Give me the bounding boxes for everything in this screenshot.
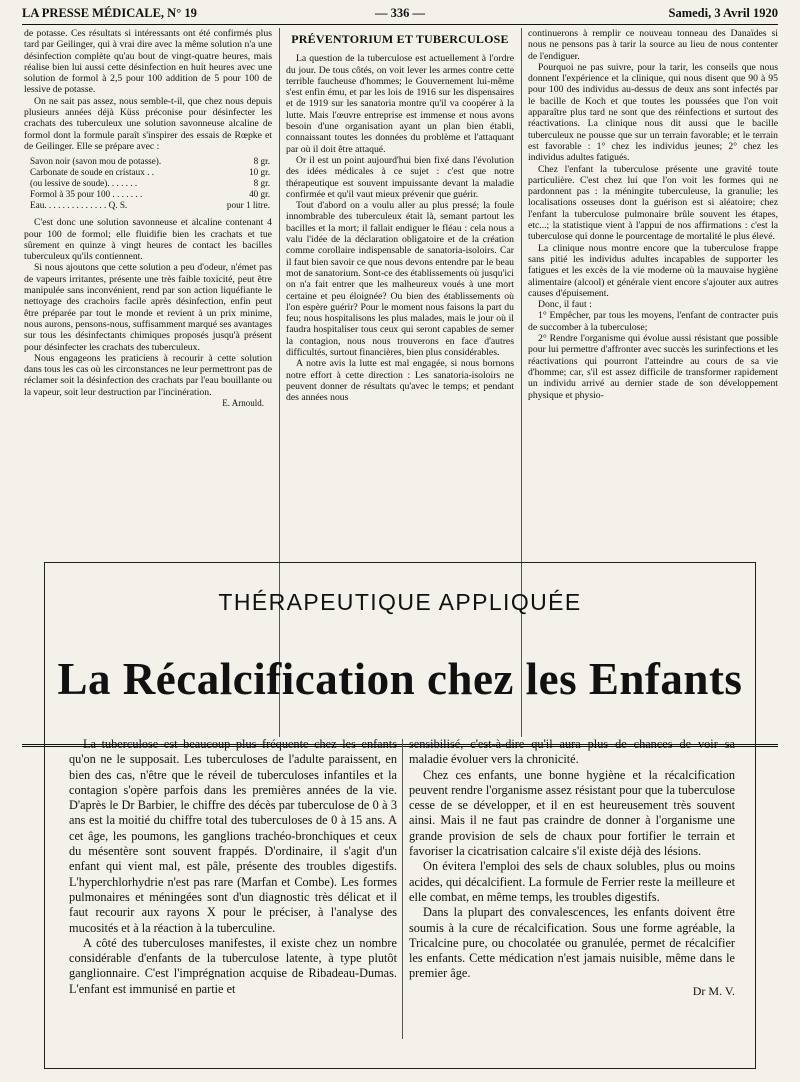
author-signature: E. Arnould. [222,398,264,409]
issue-date: Samedi, 3 Avril 1920 [668,6,778,20]
col1-paragraph-5: Nous engageons les praticiens à recourir à cette solution dans tous les cas où les circonstances ne leur permettront pas de réclamer soit la désinfection des crachats par l'eau bouillante ou la vapeur, soit leur destruction par l'incinération. [24,352,272,398]
col3-paragraph-3: Chez l'enfant la tuberculose présente une gravité toute particulière. C'est chez lui que l'on voit les formes qui ne pardonnent pas : la méningite tuberculeuse, la granulie; les localisations osseuses dont la guérison est si aléatoire; chez l'enfant la tuberculose pulmonaire brûle souvent les étapes, etc...; la statistique vient à l'appui de nos affirmations : c'est la tuberculose qui donne le pourcentage de mortalité le plus élevé. [528,163,778,243]
section-kicker: THÉRAPEUTIQUE APPLIQUÉE [218,589,582,615]
formula-row: Formol à 35 pour 100 . . . . . . . 40 gr. [30,189,270,200]
col2-paragraph-3: Tout d'abord on a voulu aller au plus pressé; la foule innombrable des tuberculeux était là, semant partout les bacilles et la mort; il fallait endiguer le fléau : cela nous a valu l'idée de la déclaration obligatoire et de la création comme corollaire indispensable de sanatoria-isoloirs. Car il faut bien savoir ce que nous devons entendre par le beau mot de sanatorium. Sont-ce des établissements où jusqu'ici on n'a fait entrer que les malheureux voués à une mort certaine et peu éloignée? Ou bien des établissements où l'on espère guérir? Pour le moment nous faisons la part du feu; nous hospitalisons les plus malades, mais le jour où il faudra hospitaliser tous ceux qui seront capables de semer la contagion, nous nous trouverons en face d'autres difficultés, surtout financières, bien plus considérables. [286,200,514,359]
col3-paragraph-1: continuerons à remplir ce nouveau tonneau des Danaïdes si nous ne pensons pas à tarir la source au lieu de nous contenter de l'endiguer. [528,28,778,62]
col3-paragraph-4: La clinique nous montre encore que la tuberculose frappe sans pitié les individus adultes incapables de supporter les fatigues et les excès de la vie moderne où la mauvaise hygiène alimentaire (alcool) et générale vient encore s'ajouter aux autres causes d'épuisement. [528,242,778,299]
advert-column-divider [402,739,403,1039]
advert-signature: Dr M. V. [692,983,735,998]
advert-paragraph: A côté des tuberculoses manifestes, il existe chez un nombre considérable d'enfants de la tuberculose latente, à type plutôt ganglionnaire. C'est l'imprégnation acquise de Ribadeau-Dumas. L'enfant est immunisé en partie et [69,935,397,996]
advert-paragraph: Chez ces enfants, une bonne hygiène et la récalcification peuvent rendre l'organisme assez résistant pour que la tuberculose cesse de se développer, et il en est heureusement très souvent ainsi. Mais il ne faut pas craindre de donner à l'organisme une grande provision de sels de chaux pour fortifier le terrain et favoriser la cicatrisation calcaire s'il existe déjà des lésions. [409,767,735,859]
advert-paragraph: La tuberculose est beaucoup plus fréquente chez les enfants qu'on ne le supposait. Les tuberculoses de l'adulte paraissent, en bien des cas, n'être que le réveil de tuberculoses infantiles et la contagion s'opère parfois dans les premières années de la vie. D'après le Dr Barbier, le chiffre des décès par tuberculose de 0 à 3 ans est la moitié du chiffre total des tuberculoses de 0 à 15 ans. A cet âge, les poumons, les ganglions trachéo-bronchiques et ceux du mésentère sont souvent frappés. D'ordinaire, il s'agit d'un enfant qui vient mal, est pâle, présente des troubles digestifs. L'hyperchlorhydrie n'est pas rare (Marfan et Combe). Les formes pulmonaires et méningées sont d'un diagnostic très délicat et il faut recourir aux rayons X pour le préciser, à l'analyse des mucosités et à la réaction à la tuberculine. [69,737,397,935]
col1-paragraph-2: On ne sait pas assez, nous semble-t-il, que chez nous depuis plusieurs années déjà Küss préconise pour désinfecter les crachats des tuberculeux une solution savonneuse alcaline de formol dont la formule paraît s'inspirer des essais de Rœpke et de Geilinger. Elle se prépare avec : [24,95,272,152]
col3-paragraph-7: 2° Rendre l'organisme qui évolue aussi résistant que possible pour lui permettre d'affronter avec succès les surinfections et les réactivations qui pourront l'atteindre au cours de sa vie d'homme; car, s'il est assez difficile de transformer rapidement un individu arrivé au dernier stade de son développement physique et physio- [528,333,778,401]
advert-column-right [409,737,735,999]
header-rule [22,24,778,25]
formula-row: Savon noir (savon mou de potasse). 8 gr. [30,156,270,167]
advert-paragraph: On évitera l'emploi des sels de chaux solubles, plus ou moins acides, qui décalcifient. La formule de Ferrier reste la meilleure et elle combat, en même temps, les troubles digestifs. [409,859,735,904]
col1-paragraph-1: de potasse. Ces résultats si intéressants ont été confirmés plus tard par Geilinger, qui à vrai dire avec la même solution n'a une désinfection complète qu'au bout de vingt-quatre heures, mais réalise bien lui aussi cette désinfection en huit heures avec une solution de formol à 2,5 pour 100 addition de 5 pour 100 de lessive de potasse. [24,28,272,96]
col3-paragraph-2: Pourquoi ne pas suivre, pour la tarir, les conseils que nous donnent l'expérience et la clinique, qui nous disent que 90 à 95 pour 100 des individus au-dessus de deux ans sont infectés par le bacille de Koch et que toutes les poussées que l'on voit apparaître plus tard ne sont que des réinfections et surtout des réactivations. La clinique nous dit aussi que le bacille tuberculeux ne pousse que sur un terrain favorable; et le terrain est favorable : 1° chez les individus jeunes; 2° chez les individus adultes fatigués. [528,61,778,164]
formula-list [30,156,272,211]
col2-paragraph-2: Or il est un point aujourd'hui bien fixé dans l'évolution des idées médicales à ce sujet : c'est que notre thérapeutique est souvent impuissante devant la maladie confirmée et qu'il vaut mieux prévenir que guérir. [286,154,514,200]
advert-paragraph: sensibilisé, c'est-à-dire qu'il aura plus de chances de voir sa maladie évoluer vers la chronicité. [409,737,735,767]
journal-name: LA PRESSE MÉDICALE, N° 19 [22,6,197,20]
advertisement-box [44,562,756,1069]
col3-paragraph-5: Donc, il faut : [538,299,592,311]
page-number: — 336 — [375,6,425,20]
col2-paragraph-1: La question de la tuberculose est actuellement à l'ordre du jour. De tous côtés, on voit lever les armes contre cette terrible faucheuse d'hommes; le Gouvernement lui-même s'est enfin ému, et par les lois de 1916 sur les dispensaires et de 1919 sur les sanatoria montre qu'il va coopérer à la lutte. Mais l'œuvre entreprise est immense et nous avons besoin d'une organisation ayant un plan bien établi, connaissant toutes les données du problème et l'attaquant par où il doit être attaqué. [286,53,514,155]
col1-paragraph-3: C'est donc une solution savonneuse et alcaline contenant 4 pour 100 de formol; elle fluidifie bien les crachats et tue sûrement en quinze à vingt heures de contact les bacilles tuberculeux qu'ils contiennent. [24,217,272,263]
advert-paragraph: Dans la plupart des convalescences, les enfants doivent être soumis à la cure de récalcification. Sous une forme agréable, la Tricalcine pure, ou chocolatée ou granulée, permet de récalcifier les enfants. Cette médication n'est jamais nuisible, même dans le premier âge. [409,905,735,981]
article-title: PRÉVENTORIUM ET TUBERCULOSE [291,32,509,46]
col1-paragraph-4: Si nous ajoutons que cette solution a peu d'odeur, n'émet pas de vapeurs irritantes, présente une très faible toxicité, peut être manipulée sans inconvénient, rend par son action liquéfiante le nettoyage des crachoirs facile après désinfection, enfin peut être préparée par tout le monde et revient à un prix minime, nous aurons, pensons-nous, suffisamment marqué ses avantages sur tous les désinfectants chimiques proposés jusqu'à présent pour désinfecter les crachats des tuberculeux. [24,262,272,353]
formula-row: (ou lessive de soude). . . . . . . 8 gr. [30,178,270,189]
advert-title: La Récalcification chez les Enfants [57,654,743,704]
formula-row: Carbonate de soude en cristaux . . 10 gr. [30,167,270,178]
advert-column-left [69,737,397,997]
page-header [22,6,778,24]
col2-paragraph-4: A notre avis la lutte est mal engagée, si nous bornons notre effort à cette direction : Les sanatoria-isoloirs ne peuvent donner de résultats qu'avec le temps; et pendant des années nous [286,358,514,404]
formula-row: Eau. . . . . . . . . . . . . . Q. S. pour 1 litre. [30,200,270,211]
col3-paragraph-6: 1° Empêcher, par tous les moyens, l'enfant de contracter puis de succomber à la tuberculose; [528,310,778,333]
